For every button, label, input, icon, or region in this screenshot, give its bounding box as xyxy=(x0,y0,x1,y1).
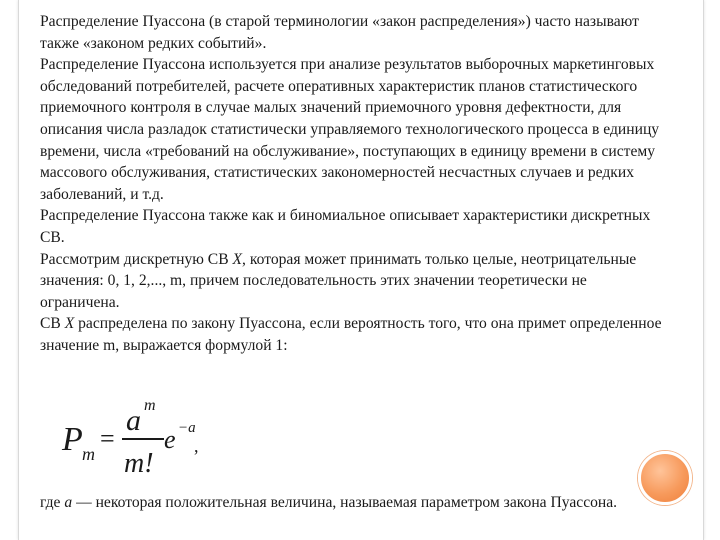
poisson-formula xyxy=(60,392,200,482)
paragraph-parameter xyxy=(40,492,670,514)
text-segment: где xyxy=(40,494,65,511)
decorative-circle xyxy=(638,451,692,505)
formula-equals: = xyxy=(100,424,115,453)
text-segment: Рассмотрим дискретную СВ xyxy=(40,250,233,268)
formula-numerator: a xyxy=(126,404,141,437)
text-segment: СВ xyxy=(40,315,65,333)
paragraph-poisson-law xyxy=(40,313,670,356)
text-segment: , которая может принимать только целые, неотрицательные значения: 0, 1, 2,..., m, причем последовательность этих значении теоретически не ограничена. xyxy=(40,250,637,311)
formula-comma: , xyxy=(194,436,199,456)
variable-x: X xyxy=(232,250,243,268)
formula-lhs: P xyxy=(62,421,83,458)
variable-a: a xyxy=(64,494,73,511)
variable-x: X xyxy=(64,315,75,333)
paragraph-discrete-rv xyxy=(40,249,670,314)
paragraph-applications: Распределение Пуассона используется при анализе результатов выборочных маркетинговых обследований потребителей, расчете оперативных характеристик планов статистического приемочного контроля в случае малых значений приемочного уровня дефектности, для описания числа разладок статистически управляемого технологического процесса в единицу времени, числа «требований на обслуживание», поступающих в единицу времени в систему массового обслуживания, статистических закономерностей несчастных случаев и редких заболеваний, и т.д. xyxy=(40,56,660,203)
paragraph-definition: Распределение Пуассона (в старой терминологии «закон распределения») часто называют также «законом редких событий». xyxy=(40,13,639,52)
formula-numerator-sup: m xyxy=(144,397,156,414)
paragraph-binomial: Распределение Пуассона также как и биномиальное описывает характеристики дискретных СВ. xyxy=(40,207,651,246)
slide-body-text xyxy=(40,11,670,357)
formula-exp-base: e xyxy=(164,425,176,454)
text-segment: распределена по закону Пуассона, если вероятность того, что она примет определенное значение m, выражается формулой 1: xyxy=(40,315,662,354)
closing-text xyxy=(40,492,670,514)
text-segment: — некоторая положительная величина, называемая параметром закона Пуассона. xyxy=(72,494,618,511)
formula-lhs-subscript: m xyxy=(82,444,95,464)
formula-exp-sup: −a xyxy=(178,420,196,436)
formula-denominator: m! xyxy=(124,448,154,479)
